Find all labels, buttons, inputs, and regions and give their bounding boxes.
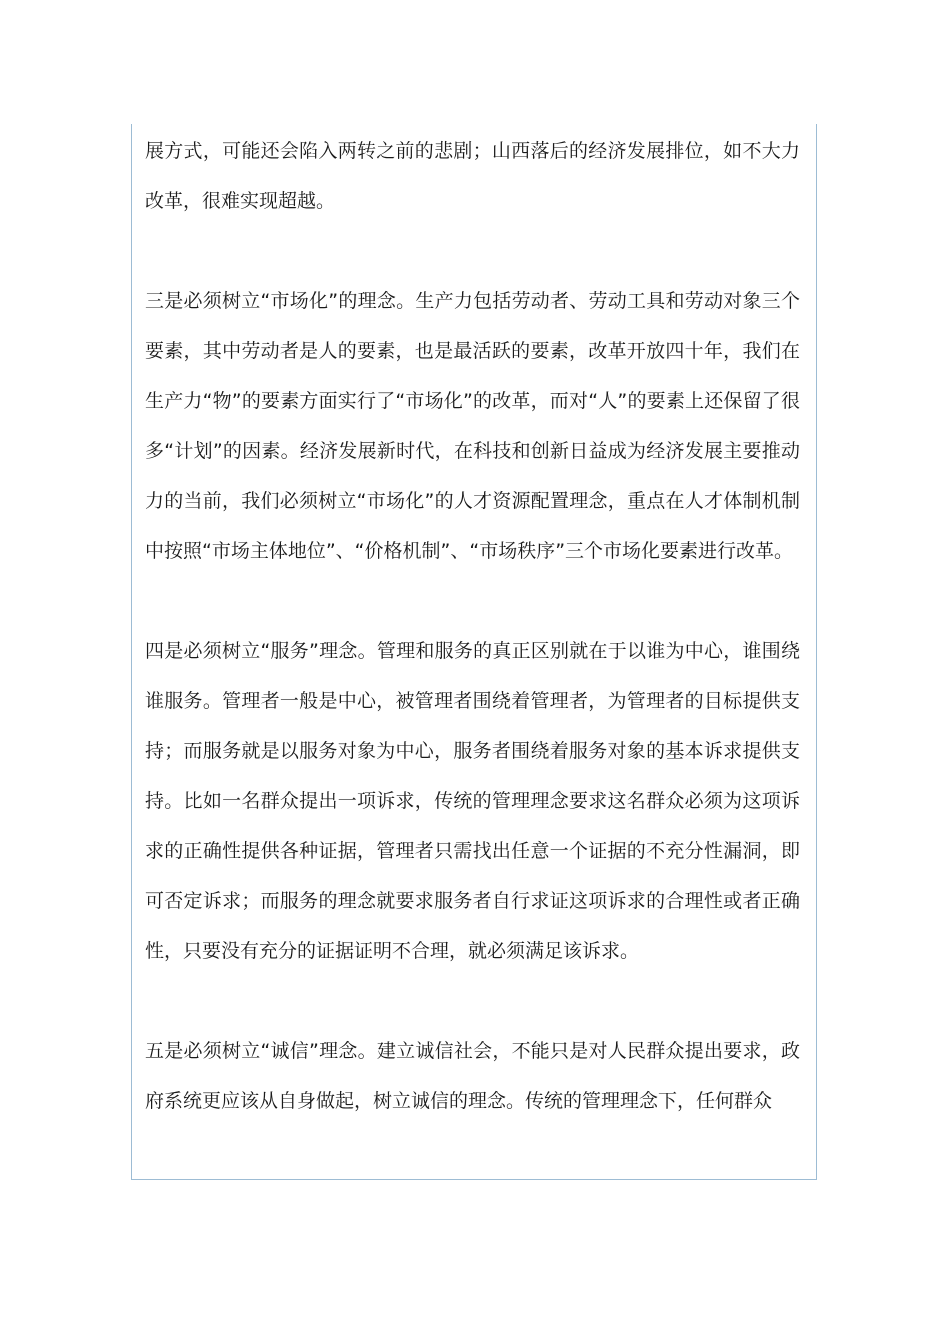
paragraph-spacer [145, 226, 800, 276]
paragraph-integrity-concept: 五是必须树立“诚信”理念。建立诚信社会，不能只是对人民群众提出要求，政府系统更应该从自身做起，树立诚信的理念。传统的管理理念下，任何群众 [145, 1040, 800, 1112]
paragraph-market-concept: 三是必须树立“市场化”的理念。生产力包括劳动者、劳动工具和劳动对象三个要素，其中劳动者是人的要素，也是最活跃的要素，改革开放四十年，我们在生产力“物”的要素方面实行了“市场化”的改革，而对“人”的要素上还保留了很多“计划”的因素。经济发展新时代，在科技和创新日益成为经济发展主要推动力的当前，我们必须树立“市场化”的人才资源配置理念，重点在人才体制机制中按照“市场主体地位”、“价格机制”、“市场秩序”三个市场化要素进行改革。 [145, 290, 800, 562]
paragraph-service-concept: 四是必须树立“服务”理念。管理和服务的真正区别就在于以谁为中心，谁围绕谁服务。管理者一般是中心，被管理者围绕着管理者，为管理者的目标提供支持；而服务就是以服务对象为中心，服务者围绕着服务对象的基本诉求提供支持。比如一名群众提出一项诉求，传统的管理理念要求这名群众必须为这项诉求的正确性提供各种证据，管理者只需找出任意一个证据的不充分性漏洞，即可否定诉求；而服务的理念就要求服务者自行求证这项诉求的合理性或者正确性，只要没有充分的证据证明不合理，就必须满足该诉求。 [145, 640, 800, 962]
paragraph-spacer [145, 976, 800, 1026]
paragraph-continuation: 展方式，可能还会陷入两转之前的悲剧；山西落后的经济发展排位，如不大力改革，很难实现超越。 [145, 140, 800, 212]
paragraph-spacer [145, 576, 800, 626]
document-body [145, 126, 800, 1126]
